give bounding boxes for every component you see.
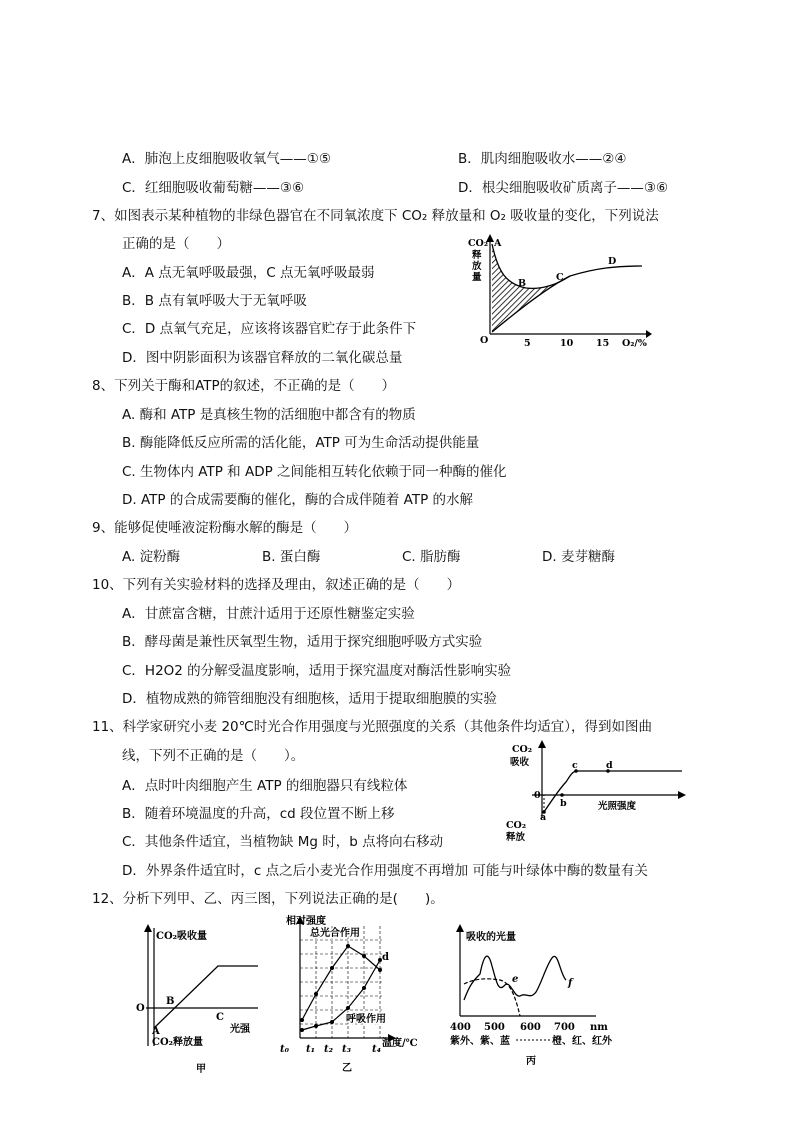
q7-stem-cont: 正确的是（ ） <box>122 236 230 252</box>
q12-stem: 12、分析下列甲、乙、丙三图，下列说法正确的是( )。 <box>92 891 444 907</box>
q9-option-d: D. 麦芽糖酶 <box>542 549 615 565</box>
q12-figure-bing <box>448 920 618 1070</box>
q11-point-c: c <box>572 760 578 771</box>
q7-tick-5: 5 <box>524 338 531 349</box>
q7-tick-10: 10 <box>560 338 574 349</box>
bing-tick-600: 600 <box>520 1022 541 1033</box>
q9-stem: 9、能够促使唾液淀粉酶水解的酶是（ ） <box>92 520 358 536</box>
q11-point-d: d <box>606 760 613 771</box>
q7-point-c: C <box>556 272 564 283</box>
bing-spectrum-right: 橙、红、红外 <box>552 1036 612 1047</box>
q7-ylabel-2: 放 <box>472 261 482 272</box>
q11-figure <box>502 740 688 846</box>
yi-point-d: d <box>382 952 389 963</box>
bing-curve-f: f <box>568 978 573 989</box>
q10-stem: 10、下列有关实验材料的选择及理由，叙述正确的是（ ） <box>92 577 461 593</box>
bing-tick-nm: nm <box>590 1022 608 1033</box>
yi-tick-3: t₃ <box>342 1044 351 1055</box>
q7-option-b: B．B 点有氧呼吸大于无氧呼吸 <box>122 293 307 309</box>
q8-stem: 8、下列关于酶和ATP的叙述，不正确的是（ ） <box>92 378 396 394</box>
q6-option-a: A．肺泡上皮细胞吸收氧气——①⑤ <box>122 151 331 167</box>
yi-curve-bottom: 呼吸作用 <box>346 1014 386 1025</box>
bing-tick-500: 500 <box>484 1022 505 1033</box>
jia-point-c: C <box>216 1012 224 1023</box>
q11-option-b: B．随着环境温度的升高，cd 段位置不断上移 <box>122 806 395 822</box>
q7-option-d: D．图中阴影面积为该器官释放的二氧化碳总量 <box>122 350 403 366</box>
yi-xlabel: 温度/℃ <box>382 1038 418 1049</box>
q11-point-b: b <box>560 798 567 809</box>
q9-option-a: A. 淀粉酶 <box>122 549 181 565</box>
q6-option-d: D．根尖细胞吸收矿质离子——③⑥ <box>458 180 669 196</box>
q11-option-a: A．点时叶肉细胞产生 ATP 的细胞器只有线粒体 <box>122 778 408 794</box>
q8-option-b: B. 酶能降低反应所需的活化能，ATP 可为生命活动提供能量 <box>122 435 480 451</box>
q7-ylabel-3: 量 <box>472 272 482 283</box>
q11-option-c: C．其他条件适宜，当植物缺 Mg 时，b 点将向右移动 <box>122 834 444 850</box>
yi-tick-2: t₂ <box>324 1044 333 1055</box>
q7-option-c: C．D 点氧气充足，应该将该器官贮存于此条件下 <box>122 321 417 337</box>
q11-top-label-2: 吸收 <box>510 757 530 768</box>
bing-tick-400: 400 <box>450 1022 471 1033</box>
q10-option-b: B．酵母菌是兼性厌氧型生物，适用于探究细胞呼吸方式实验 <box>122 634 483 650</box>
q7-ylabel-1: 释 <box>472 250 482 261</box>
jia-ylabel-bottom: CO₂释放量 <box>152 1037 204 1048</box>
jia-ylabel: CO₂吸收量 <box>156 931 208 942</box>
q11-stem: 11、科学家研究小麦 20℃时光合作用强度与光照强度的关系（其他条件均适宜），得到如图曲 <box>92 719 653 735</box>
jia-origin: O <box>136 1003 145 1014</box>
yi-tick-1: t₁ <box>306 1044 315 1055</box>
q6-option-c: C．红细胞吸收葡萄糖——③⑥ <box>122 180 305 196</box>
bing-curve-e: e <box>512 974 519 985</box>
q6-option-b: B．肌肉细胞吸收水——②④ <box>458 151 627 167</box>
q12-figure-yi <box>280 912 430 1075</box>
q12-figure-jia <box>132 920 272 1075</box>
q11-option-d: D．外界条件适宜时，c 点之后小麦光合作用强度不再增加 可能与叶绿体中酶的数量有关 <box>122 863 648 879</box>
q9-option-c: C. 脂肪酶 <box>402 549 461 565</box>
q10-option-d: D．植物成熟的筛管细胞没有细胞核，适用于提取细胞膜的实验 <box>122 691 497 707</box>
yi-curve-top: 总光合作用 <box>310 928 360 939</box>
yi-ylabel: 相对强度 <box>286 916 326 927</box>
jia-caption: 甲 <box>196 1064 206 1075</box>
yi-caption: 乙 <box>342 1063 352 1074</box>
q8-option-d: D. ATP 的合成需要酶的催化，酶的合成伴随着 ATP 的水解 <box>122 492 473 508</box>
q11-point-a: a <box>540 812 547 823</box>
q9-option-b: B. 蛋白酶 <box>262 549 321 565</box>
q7-option-a: A．A 点无氧呼吸最强，C 点无氧呼吸最弱 <box>122 265 375 281</box>
q10-option-a: A．甘蔗富含糖，甘蔗汁适用于还原性糖鉴定实验 <box>122 606 415 622</box>
q8-option-c: C. 生物体内 ATP 和 ADP 之间能相互转化依赖于同一种酶的催化 <box>122 464 507 480</box>
yi-tick-0: t₀ <box>280 1044 289 1055</box>
bing-caption: 丙 <box>526 1056 536 1067</box>
q7-ylabel-co2: CO₂ <box>468 238 488 249</box>
q7-tick-15: 15 <box>596 338 610 349</box>
q11-stem-cont: 线，下列不正确的是（ ）。 <box>122 748 305 764</box>
q7-point-b: B <box>518 278 527 289</box>
jia-point-a: A <box>152 1026 160 1037</box>
q11-xlabel: 光照强度 <box>598 801 637 812</box>
q11-bottom-label-2: 释放 <box>506 832 526 843</box>
yi-tick-4: t₄ <box>372 1044 381 1055</box>
q7-point-a: A <box>494 238 502 249</box>
q11-bottom-label-1: CO₂ <box>506 820 526 831</box>
q7-origin: O <box>480 335 489 346</box>
jia-point-b: B <box>166 996 175 1007</box>
q7-point-d: D <box>608 256 617 267</box>
jia-xlabel: 光强 <box>230 1024 250 1035</box>
q7-xlabel: O₂/% <box>622 338 647 349</box>
q7-stem: 7、如图表示某种植物的非绿色器官在不同氧浓度下 CO₂ 释放量和 O₂ 吸收量的变化，下列说法 <box>92 208 659 224</box>
q8-option-a: A. 酶和 ATP 是真核生物的活细胞中都含有的物质 <box>122 407 416 423</box>
bing-tick-700: 700 <box>554 1022 575 1033</box>
q11-top-label-1: CO₂ <box>512 744 532 755</box>
bing-spectrum-left: 紫外、紫、蓝 <box>450 1036 510 1047</box>
q10-option-c: C．H2O2 的分解受温度影响，适用于探究温度对酶活性影响实验 <box>122 663 512 679</box>
q7-figure <box>466 232 656 350</box>
bing-ylabel: 吸收的光量 <box>466 932 516 943</box>
q11-origin: 0 <box>534 790 541 801</box>
